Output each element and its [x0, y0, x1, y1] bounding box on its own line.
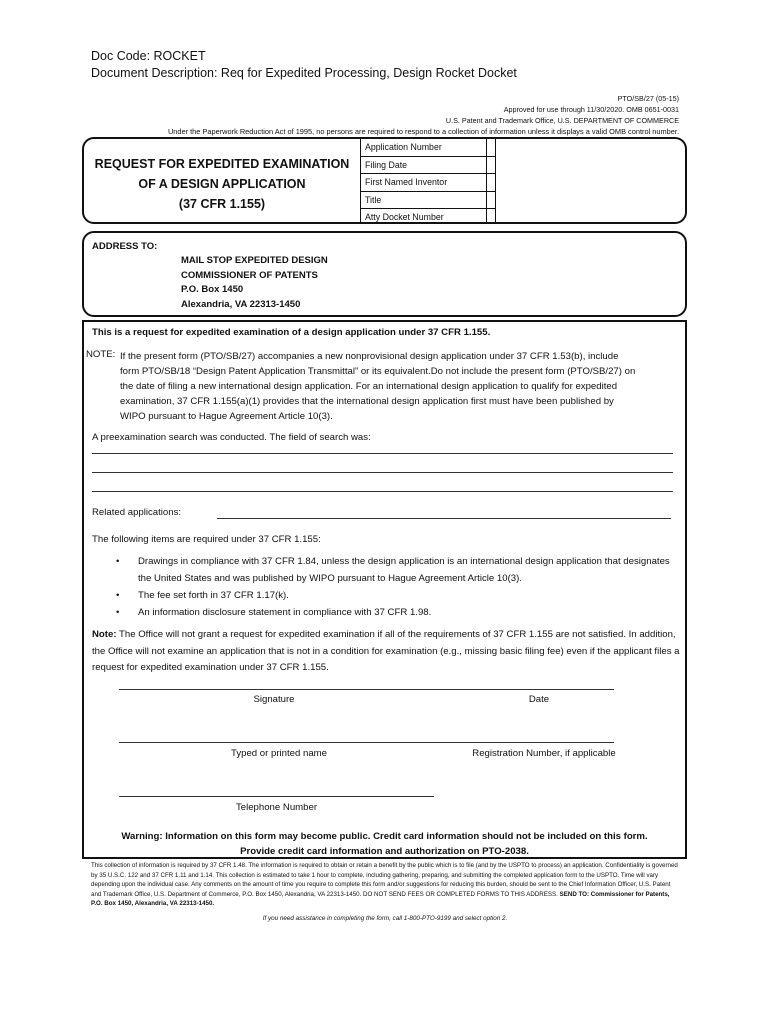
note-paragraph [92, 627, 682, 677]
form-title [84, 139, 360, 222]
bullet-icon: • [116, 556, 120, 567]
signature-label: Signature [253, 694, 295, 705]
doc-code: Doc Code: ROCKET [91, 49, 206, 63]
form-title-line3: (37 CFR 1.155) [178, 196, 266, 211]
form-title-line2: OF A DESIGN APPLICATION [138, 176, 306, 191]
search-field-line-3[interactable] [92, 491, 673, 492]
paperwork-notice: Under the Paperwork Reduction Act of 1995, no persons are required to respond to a collection of information unless it displays a valid OMB control number. [167, 127, 679, 136]
table-row [361, 174, 496, 192]
address-line2: COMMISSIONER OF PATENTS [181, 269, 318, 281]
warning-line2: Provide credit card information and authorization on PTO-2038. [240, 846, 529, 857]
warning-notice [84, 829, 685, 859]
application-info-table [360, 138, 496, 224]
registration-number-label: Registration Number, if applicable [472, 748, 616, 759]
omb-approval: Approved for use through 11/30/2020. OMB 0651-0031 [503, 105, 679, 114]
list-item [114, 587, 674, 604]
related-applications-field[interactable] [217, 518, 671, 519]
agency: U.S. Patent and Trademark Office, U.S. DEPARTMENT OF COMMERCE [445, 116, 679, 125]
request-statement: This is a request for expedited examination of a design application under 37 CFR 1.155. [92, 327, 491, 338]
requirement-text: Drawings in compliance with 37 CFR 1.84, unless the design application is an international design application that designates the United States and was published by WIPO pursuant to Hague Agreement Article 10(3). [138, 556, 670, 584]
table-row [361, 209, 496, 225]
address-label: ADDRESS TO: [92, 241, 158, 252]
note2-text: The Office will not grant a request for expedited examination if all of the requirements of 37 CFR 1.155 are not satisfied. In addition, the Office will not examine an application that is not in a condition for examination (e.g., missing basic filing fee) even if the applicant files a request for expedited examination under 37 CFR 1.155. [92, 629, 680, 673]
title-field[interactable] [487, 191, 496, 209]
address-line3: P.O. Box 1450 [181, 284, 244, 295]
table-row [361, 139, 496, 157]
atty-docket-number-field[interactable] [487, 209, 496, 225]
atty-docket-number-label: Atty Docket Number [361, 209, 487, 225]
address-box [82, 231, 687, 317]
requirement-text: An information disclosure statement in compliance with 37 CFR 1.98. [138, 607, 432, 618]
list-item [114, 553, 674, 587]
address-line1: MAIL STOP EXPEDITED DESIGN [181, 255, 328, 266]
address-line4: Alexandria, VA 22313-1450 [181, 298, 301, 310]
doc-description: Document Description: Req for Expedited Processing, Design Rocket Docket [91, 66, 517, 80]
requirement-text: The fee set forth in 37 CFR 1.17(k). [138, 590, 289, 601]
note-label: NOTE: [86, 349, 116, 360]
requirements-list [114, 553, 674, 621]
table-row [361, 156, 496, 174]
application-number-label: Application Number [361, 139, 487, 157]
typed-name-label: Typed or printed name [231, 748, 327, 759]
mailing-address [181, 254, 328, 312]
telephone-label: Telephone Number [235, 802, 318, 813]
note2-label: Note: [92, 629, 117, 640]
signature-line[interactable] [119, 689, 614, 690]
assistance-note: If you need assistance in completing the form, call 1-800-PTO-9199 and select option 2. [262, 915, 508, 922]
form-number: PTO/SB/27 (05-15) [617, 94, 679, 103]
related-applications-label: Related applications: [92, 507, 182, 518]
typed-name-line[interactable] [119, 742, 614, 743]
application-number-field[interactable] [487, 139, 496, 157]
search-field-line-2[interactable] [92, 472, 673, 473]
list-item [114, 604, 674, 621]
title-label: Title [361, 191, 487, 209]
burden-text: This collection of information is required by 37 CFR 1.48. The information is required to obtain or retain a benefit by the public which is to file (and by the USPTO to process) an application. Confidentiality is governed by 35 U.S.C. 122 and 37 CFR 1.11 and 1.14. This collection is estimated to take 1 hour to complete, including gathering, preparing, and submitting the completed application form to the USPTO. Time will vary depending upon the individual case. Any comments on the amount of time you require to complete this form and/or suggestions for reducing this burden, should be sent to the Chief Information Officer, U.S. Patent and Trademark Office, U.S. Department of Commerce, P.O. Box 1450, Alexandria, VA 22313-1450. DO NOT SEND FEES OR COMPLETED FORMS TO THIS ADDRESS. [91, 862, 678, 898]
requirements-intro: The following items are required under 37 CFR 1.155: [92, 534, 321, 545]
date-label: Date [528, 694, 550, 705]
bullet-icon: • [116, 607, 120, 618]
telephone-line[interactable] [119, 796, 434, 797]
form-title-line1: REQUEST FOR EXPEDITED EXAMINATION [94, 156, 350, 171]
burden-statement [91, 861, 681, 909]
filing-date-label: Filing Date [361, 156, 487, 174]
bullet-icon: • [116, 590, 120, 601]
request-body-box [82, 320, 687, 859]
title-box [82, 137, 687, 224]
table-row [361, 191, 496, 209]
send-to-text: SEND TO: Commissioner for Patents, P.O. Box 1450, Alexandria, VA 22313-1450. [91, 890, 670, 908]
search-question: A preexamination search was conducted. The field of search was: [92, 432, 371, 443]
warning-line1: Warning: Information on this form may become public. Credit card information should not be included on this form. [121, 831, 648, 842]
first-named-inventor-label: First Named Inventor [361, 174, 487, 192]
note-text: If the present form (PTO/SB/27) accompanies a new nonprovisional design application under 37 CFR 1.53(b), include form PTO/SB/18 “Design Patent Application Transmittal” or its equivalent.Do not include the present form (PTO/SB/27) on the date of filing a new international design application. For an international design application to qualify for expedited examination, 37 CFR 1.155(a)(1) provides that the international design application first must have been published by WIPO pursuant to Hague Agreement Article 10(3). [120, 351, 636, 422]
first-named-inventor-field[interactable] [487, 174, 496, 192]
search-field-line-1[interactable] [92, 453, 673, 454]
filing-date-field[interactable] [487, 156, 496, 174]
